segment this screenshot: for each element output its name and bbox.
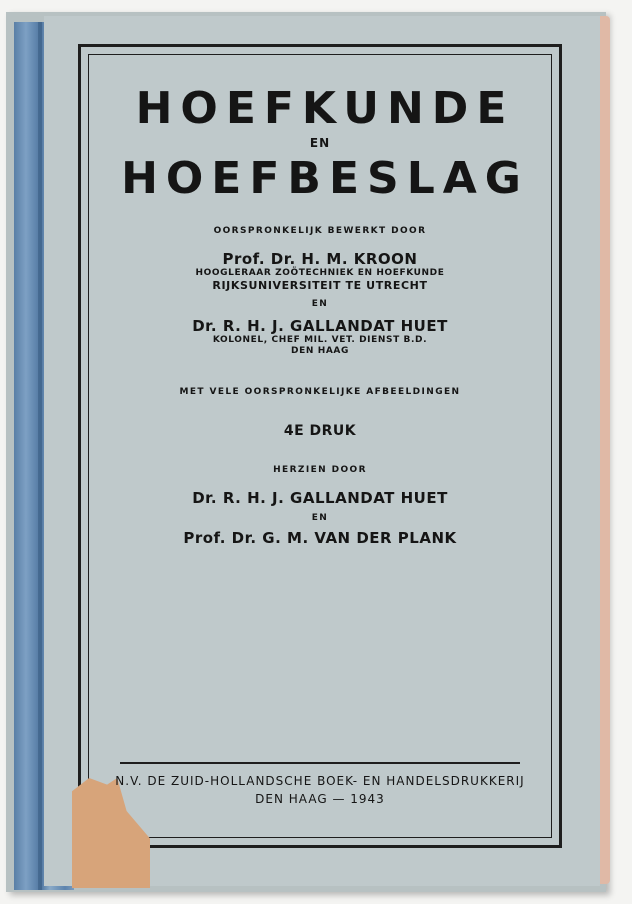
title-line-2: HOEFBESLAG xyxy=(121,153,529,204)
reviser-2-name: Prof. Dr. G. M. VAN DER PLANK xyxy=(183,529,457,547)
author-1-name: Prof. Dr. H. M. KROON xyxy=(222,250,418,268)
spine-groove xyxy=(38,22,42,890)
author-2-name: Dr. R. H. J. GALLANDAT HUET xyxy=(192,317,448,335)
title-line-1: HOEFKUNDE xyxy=(135,83,515,134)
author-1-role-2: RIJKSUNIVERSITEIT TE UTRECHT xyxy=(212,279,428,292)
footer-rule xyxy=(120,762,520,764)
author-1-role-1: HOOGLERAAR ZOÖTECHNIEK EN HOEFKUNDE xyxy=(195,268,445,278)
author-2-role-1: KOLONEL, CHEF MIL. VET. DIENST B.D. xyxy=(212,335,428,345)
original-by: OORSPRONKELIJK BEWERKT DOOR xyxy=(213,226,427,236)
edition: 4E DRUK xyxy=(283,423,357,439)
revised-by: HERZIEN DOOR xyxy=(273,465,367,475)
title-connector: EN xyxy=(309,136,331,150)
connector-1: EN xyxy=(311,299,329,309)
publisher-block xyxy=(108,772,532,808)
cover-content xyxy=(88,84,552,547)
place-year: DEN HAAG — 1943 xyxy=(255,792,385,806)
connector-2: EN xyxy=(311,513,329,523)
reviser-1-name: Dr. R. H. J. GALLANDAT HUET xyxy=(192,489,448,507)
author-2-role-2: DEN HAAG xyxy=(291,346,349,356)
illustrations-note: MET VELE OORSPRONKELIJKE AFBEELDINGEN xyxy=(179,387,461,397)
publisher-name: N.V. DE ZUID-HOLLANDSCHE BOEK- EN HANDELSDRUKKERIJ xyxy=(115,774,525,788)
